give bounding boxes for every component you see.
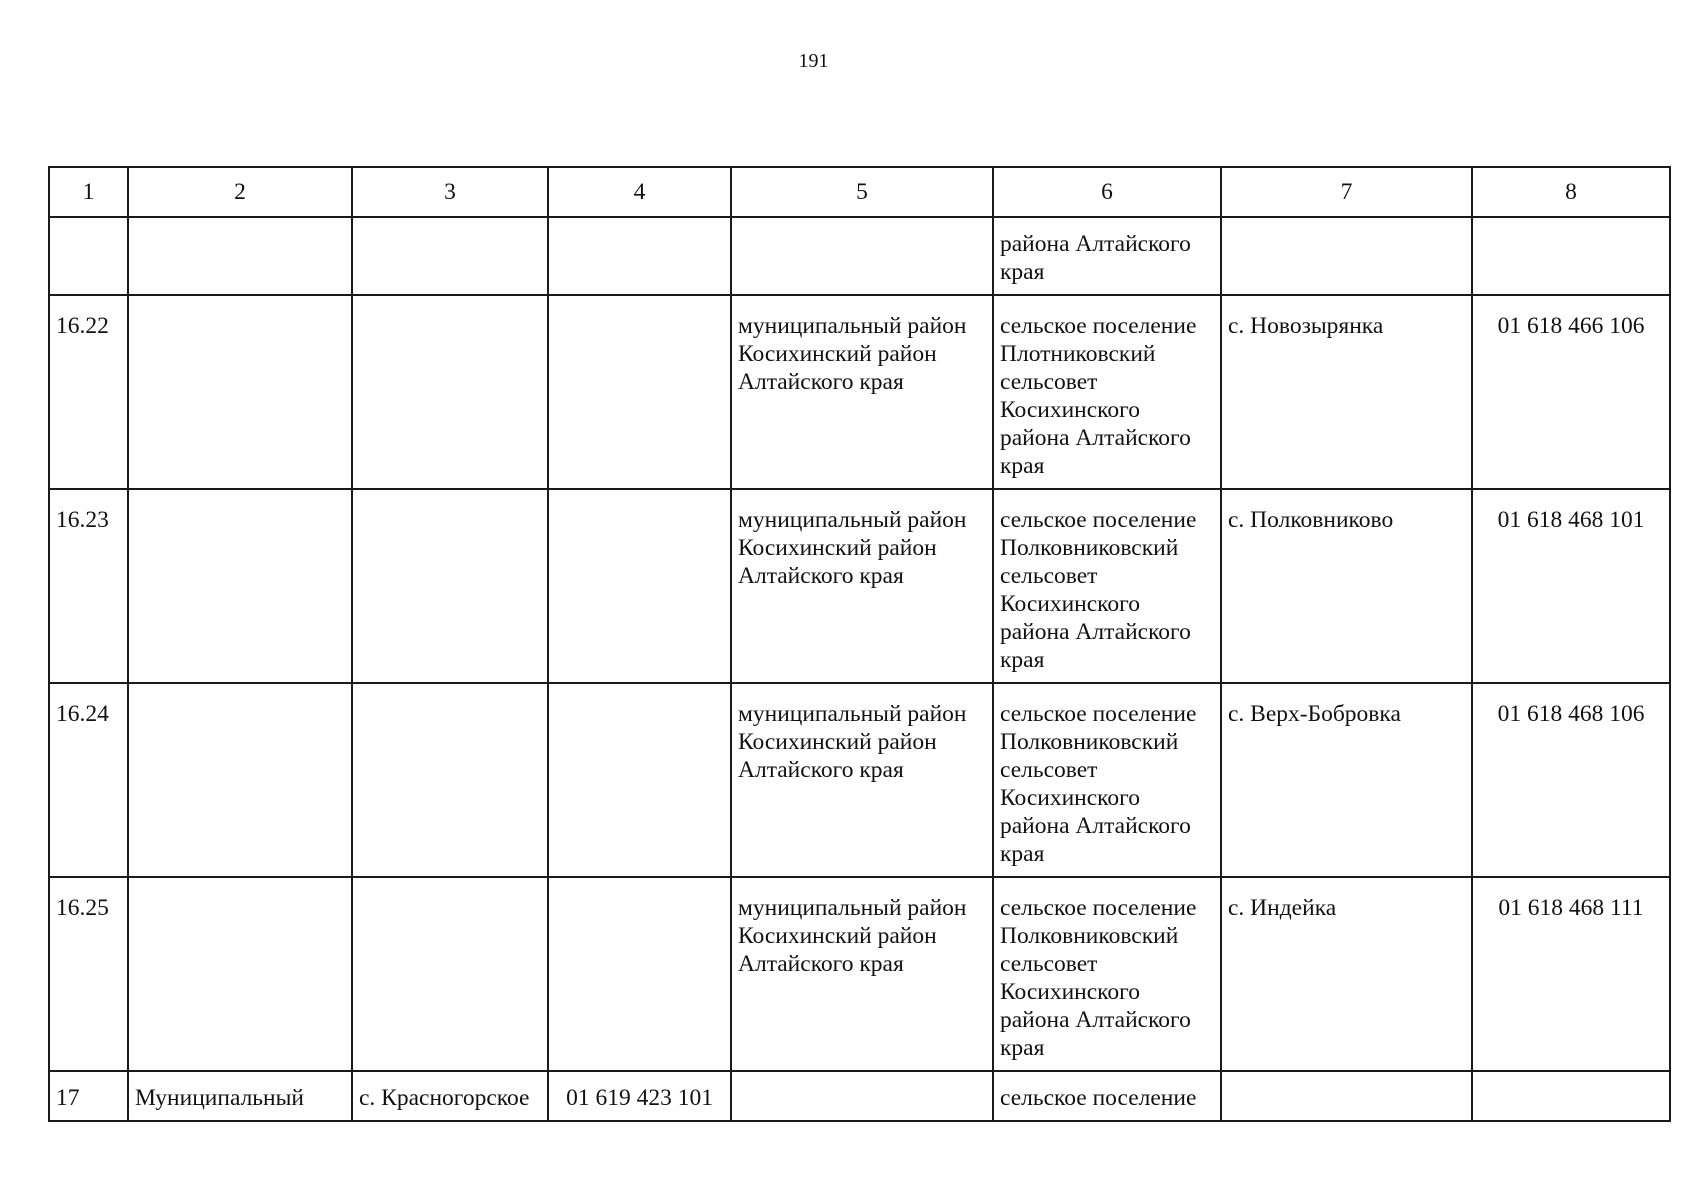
row-number-cell: 17: [49, 1071, 128, 1121]
locality-cell: с. Полковниково: [1221, 489, 1472, 683]
district-line: Косихинский район: [738, 535, 937, 561]
center-code-cell: [548, 877, 731, 1071]
district-line: Косихинский район: [738, 923, 937, 949]
district-cell: [731, 1071, 993, 1121]
district-line: Алтайского края: [738, 563, 904, 589]
column-header: 1: [49, 167, 128, 217]
locality-cell: с. Новозырянка: [1221, 295, 1472, 489]
settlement-line: сельское поселение: [1000, 313, 1197, 339]
settlement-line: Полковниковский: [1000, 729, 1179, 755]
row-number-cell: 16.23: [49, 489, 128, 683]
center-code-cell: 01 619 423 101: [548, 1071, 731, 1121]
settlement-line: сельсовет: [1000, 757, 1098, 783]
settlement-cell: [993, 295, 1221, 489]
settlement-line: Косихинского: [1000, 785, 1140, 811]
locality-cell: с. Верх-Бобровка: [1221, 683, 1472, 877]
municipality-type-cell: [128, 295, 352, 489]
center-cell: [352, 489, 548, 683]
settlement-line: района Алтайского: [1000, 813, 1191, 839]
table-row: [49, 489, 1670, 683]
column-header: 6: [993, 167, 1221, 217]
settlement-cell: [993, 489, 1221, 683]
district-cell: [731, 295, 993, 489]
settlement-line: сельское поселение: [1000, 1085, 1197, 1111]
oktmo-code-cell: 01 618 468 111: [1472, 877, 1670, 1071]
settlement-line: сельское поселение: [1000, 701, 1197, 727]
settlement-line: Косихинского: [1000, 591, 1140, 617]
table-row: [49, 683, 1670, 877]
table-row: [49, 295, 1670, 489]
settlement-cell: [993, 877, 1221, 1071]
settlement-line: края: [1000, 647, 1045, 673]
table-row: [49, 217, 1670, 295]
settlement-line: Плотниковский: [1000, 341, 1156, 367]
oktmo-code-cell: 01 618 466 106: [1472, 295, 1670, 489]
municipality-type-cell: [128, 877, 352, 1071]
center-code-cell: [548, 489, 731, 683]
settlement-cell: [993, 217, 1221, 295]
locality-cell: [1221, 1071, 1472, 1121]
column-header: 3: [352, 167, 548, 217]
district-line: муниципальный район: [738, 701, 967, 727]
district-cell: [731, 489, 993, 683]
row-number-cell: 16.25: [49, 877, 128, 1071]
district-line: Алтайского края: [738, 369, 904, 395]
column-header: 2: [128, 167, 352, 217]
center-cell: [352, 295, 548, 489]
settlement-line: района Алтайского: [1000, 231, 1191, 257]
column-header: 4: [548, 167, 731, 217]
municipality-type-cell: [128, 683, 352, 877]
settlement-line: Полковниковский: [1000, 535, 1179, 561]
settlement-line: края: [1000, 453, 1045, 479]
settlement-line: края: [1000, 259, 1045, 285]
table-row: [49, 1071, 1670, 1121]
settlement-line: Косихинского: [1000, 979, 1140, 1005]
column-header: 5: [731, 167, 993, 217]
settlement-line: района Алтайского: [1000, 425, 1191, 451]
settlement-line: сельское поселение: [1000, 507, 1197, 533]
settlement-line: сельсовет: [1000, 369, 1098, 395]
settlement-line: сельское поселение: [1000, 895, 1197, 921]
municipality-type-cell: Муниципальный: [128, 1071, 352, 1121]
settlements-table: [48, 166, 1671, 1122]
page-number: 191: [798, 50, 829, 72]
row-number-cell: 16.22: [49, 295, 128, 489]
oktmo-code-cell: 01 618 468 106: [1472, 683, 1670, 877]
center-code-cell: [548, 217, 731, 295]
center-code-cell: [548, 295, 731, 489]
settlement-line: края: [1000, 841, 1045, 867]
settlement-cell: [993, 683, 1221, 877]
settlement-line: края: [1000, 1035, 1045, 1061]
municipality-type-cell: [128, 489, 352, 683]
header-row: [49, 167, 1670, 217]
settlement-line: района Алтайского: [1000, 619, 1191, 645]
table-row: [49, 877, 1670, 1071]
center-cell: с. Красногорское: [352, 1071, 548, 1121]
district-line: Алтайского края: [738, 951, 904, 977]
center-cell: [352, 217, 548, 295]
settlement-line: сельсовет: [1000, 563, 1098, 589]
settlement-cell: [993, 1071, 1221, 1121]
center-cell: [352, 877, 548, 1071]
settlement-line: района Алтайского: [1000, 1007, 1191, 1033]
district-line: Косихинский район: [738, 729, 937, 755]
district-line: Косихинский район: [738, 341, 937, 367]
district-cell: [731, 877, 993, 1071]
district-cell: [731, 683, 993, 877]
district-line: муниципальный район: [738, 507, 967, 533]
oktmo-code-cell: [1472, 1071, 1670, 1121]
municipality-type-cell: [128, 217, 352, 295]
center-code-cell: [548, 683, 731, 877]
oktmo-code-cell: [1472, 217, 1670, 295]
settlement-line: Косихинского: [1000, 397, 1140, 423]
row-number-cell: 16.24: [49, 683, 128, 877]
district-line: муниципальный район: [738, 313, 967, 339]
district-line: муниципальный район: [738, 895, 967, 921]
locality-cell: [1221, 217, 1472, 295]
district-line: Алтайского края: [738, 757, 904, 783]
column-header: 7: [1221, 167, 1472, 217]
center-cell: [352, 683, 548, 877]
row-number-cell: [49, 217, 128, 295]
settlement-line: Полковниковский: [1000, 923, 1179, 949]
column-header: 8: [1472, 167, 1670, 217]
settlement-line: сельсовет: [1000, 951, 1098, 977]
district-cell: [731, 217, 993, 295]
oktmo-code-cell: 01 618 468 101: [1472, 489, 1670, 683]
locality-cell: с. Индейка: [1221, 877, 1472, 1071]
